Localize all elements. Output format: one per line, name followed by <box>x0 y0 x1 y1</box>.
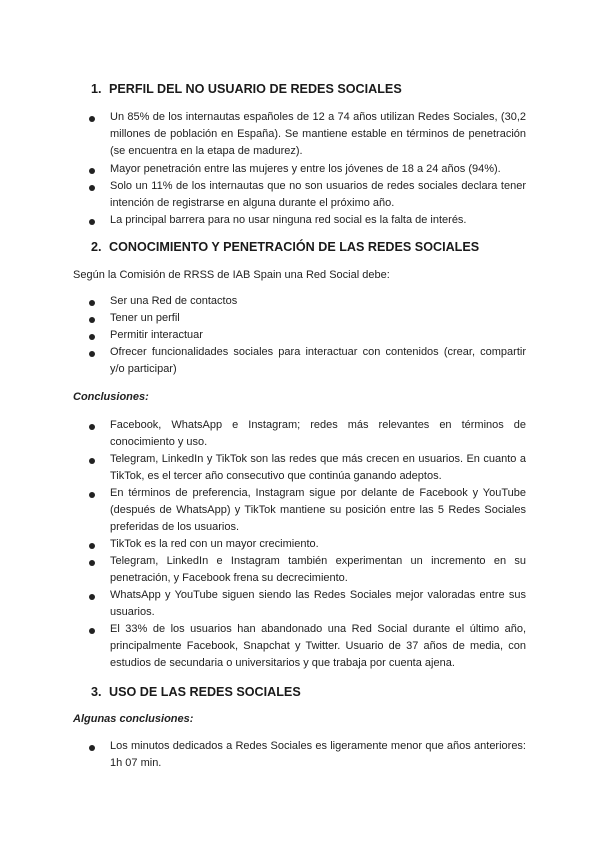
section-title: PERFIL DEL NO USUARIO DE REDES SOCIALES <box>109 82 402 96</box>
list-item: La principal barrera para no usar ninguna red social es la falta de interés. <box>110 214 467 226</box>
bullet-icon <box>89 560 95 566</box>
bullet-icon <box>89 300 95 306</box>
conclusions-label: Conclusiones: <box>73 391 149 403</box>
list-item: El 33% de los usuarios han abandonado una Red Social durante el último año, principalmente Facebook, Snapchat y Twitter. Usuario de 37 años de media, con estudios de secundaria o universitarios y que trabaja por cuenta ajena. <box>110 623 526 670</box>
bullet-icon <box>89 351 95 357</box>
section-number: 2. <box>91 240 102 254</box>
section-number: 3. <box>91 685 102 699</box>
bullet-icon <box>89 168 95 174</box>
bullet-icon <box>89 594 95 600</box>
section-title: CONOCIMIENTO Y PENETRACIÓN DE LAS REDES SOCIALES <box>109 240 480 254</box>
bullet-icon <box>89 492 95 498</box>
bullet-icon <box>89 116 95 122</box>
list-item: Solo un 11% de los internautas que no son usuarios de redes sociales declara tener intención de registrarse en alguna durante el próximo año. <box>110 180 526 210</box>
list-item: Permitir interactuar <box>110 329 203 341</box>
bullet-icon <box>89 219 95 225</box>
list-item: Telegram, LinkedIn y TikTok son las redes que más crecen en usuarios. En cuanto a TikTok, es el tercer año consecutivo que continúa ganando adeptos. <box>110 453 526 483</box>
list-item: Mayor penetración entre las mujeres y entre los jóvenes de 18 a 24 años (94%). <box>110 163 501 175</box>
list-item: Los minutos dedicados a Redes Sociales es ligeramente menor que años anteriores: 1h 07 min. <box>110 740 526 770</box>
bullet-icon <box>89 185 95 191</box>
list-item: Ofrecer funcionalidades sociales para interactuar con contenidos (crear, compartir y/o participar) <box>110 346 526 376</box>
bullet-icon <box>89 317 95 323</box>
section-number: 1. <box>91 82 102 96</box>
section-title: USO DE LAS REDES SOCIALES <box>109 685 301 699</box>
list-item: TikTok es la red con un mayor crecimiento. <box>110 538 319 550</box>
bullet-icon <box>89 458 95 464</box>
list-item: Un 85% de los internautas españoles de 12 a 74 años utilizan Redes Sociales, (30,2 millones de población en España). Se mantiene estable en términos de penetración (se encuentra en la etapa de madurez). <box>110 111 526 158</box>
bullet-icon <box>89 628 95 634</box>
list-item: Telegram, LinkedIn e Instagram también experimentan un incremento en su penetración, y Facebook frena su decrecimiento. <box>110 555 526 585</box>
bullet-icon <box>89 745 95 751</box>
list-item: Facebook, WhatsApp e Instagram; redes más relevantes en términos de conocimiento y uso. <box>110 419 526 449</box>
section-intro: Según la Comisión de RRSS de IAB Spain una Red Social debe: <box>73 269 390 281</box>
list-item: Tener un perfil <box>110 312 180 324</box>
bullet-icon <box>89 424 95 430</box>
list-item: Ser una Red de contactos <box>110 295 238 307</box>
list-item: WhatsApp y YouTube siguen siendo las Redes Sociales mejor valoradas entre sus usuarios. <box>110 589 526 619</box>
bullet-icon <box>89 334 95 340</box>
conclusions-label: Algunas conclusiones: <box>73 713 194 725</box>
bullet-icon <box>89 543 95 549</box>
list-item: En términos de preferencia, Instagram sigue por delante de Facebook y YouTube (después de WhatsApp) y TikTok mantiene su posición entre las 5 Redes Sociales preferidas de los usuarios. <box>110 487 526 534</box>
